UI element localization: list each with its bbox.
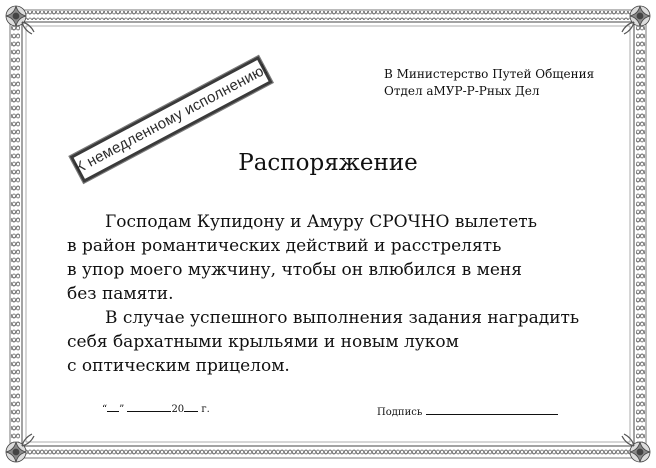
date-field: [102, 404, 210, 415]
body-line: без памяти.: [67, 284, 174, 304]
signature-label: Подпись: [377, 407, 423, 418]
body-line: с оптическим прицелом.: [67, 356, 290, 376]
addressee-line-1: В Министерство Путей Общения: [384, 67, 595, 81]
body-line: себя бархатными крыльями и новым луком: [67, 332, 459, 352]
signature-field: [377, 404, 558, 418]
date-month-blank: [127, 410, 171, 412]
stamp-text: К немедленному исполнению!: [72, 60, 271, 177]
body-line: В случае успешного выполнения задания наградить: [105, 308, 580, 328]
addressee-line-2: Отдел аМУР-Р-Рных Дел: [384, 84, 540, 98]
date-day-blank: [107, 410, 119, 412]
body-line: в упор моего мужчину, чтобы он влюбился в меня: [67, 260, 522, 280]
signature-line: [426, 404, 558, 415]
document-title: Распоряжение: [238, 150, 418, 176]
date-close-quote: ”: [119, 404, 125, 415]
date-suffix: г.: [201, 404, 210, 415]
date-open-quote: “: [102, 404, 108, 415]
date-year-blank: [184, 410, 198, 412]
document-body: [67, 210, 627, 378]
addressee-block: [384, 66, 594, 100]
body-line: в район романтических действий и расстрелять: [67, 236, 502, 256]
date-year-prefix: 20: [171, 404, 185, 415]
body-line: Господам Купидону и Амуру СРОЧНО вылететь: [105, 212, 537, 232]
